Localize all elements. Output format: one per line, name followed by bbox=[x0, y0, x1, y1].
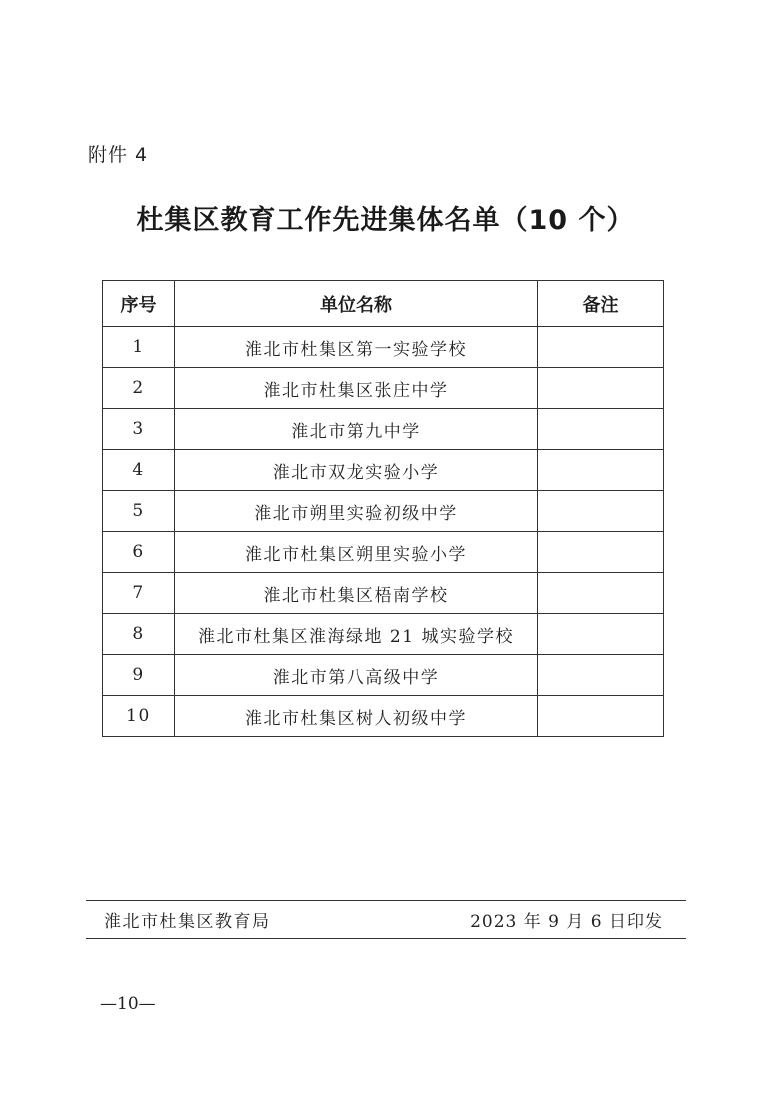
row-remarks bbox=[538, 491, 664, 532]
row-unit-name: 淮北市杜集区淮海绿地 21 城实验学校 bbox=[175, 614, 538, 655]
row-number: 2 bbox=[103, 368, 175, 409]
row-remarks bbox=[538, 409, 664, 450]
row-unit-name: 淮北市第八高级中学 bbox=[175, 655, 538, 696]
row-remarks bbox=[538, 614, 664, 655]
header-remarks: 备注 bbox=[538, 281, 664, 327]
row-remarks bbox=[538, 450, 664, 491]
table-header-row bbox=[103, 281, 664, 327]
row-number: 5 bbox=[103, 491, 175, 532]
table-row bbox=[103, 327, 664, 368]
row-remarks bbox=[538, 327, 664, 368]
row-unit-name: 淮北市杜集区树人初级中学 bbox=[175, 696, 538, 737]
row-unit-name: 淮北市第九中学 bbox=[175, 409, 538, 450]
row-remarks bbox=[538, 368, 664, 409]
row-remarks bbox=[538, 532, 664, 573]
row-number: 1 bbox=[103, 327, 175, 368]
row-remarks bbox=[538, 573, 664, 614]
issuing-authority: 淮北市杜集区教育局 bbox=[104, 912, 271, 932]
table-row bbox=[103, 655, 664, 696]
row-unit-name: 淮北市杜集区张庄中学 bbox=[175, 368, 538, 409]
row-number: 9 bbox=[103, 655, 175, 696]
row-unit-name: 淮北市杜集区第一实验学校 bbox=[175, 327, 538, 368]
table-row bbox=[103, 409, 664, 450]
table-row bbox=[103, 450, 664, 491]
document-title: 杜集区教育工作先进集体名单（10 个） bbox=[136, 205, 635, 236]
row-number: 10 bbox=[103, 696, 175, 737]
table-row bbox=[103, 532, 664, 573]
footer-top-rule bbox=[86, 900, 686, 901]
page-number: —10— bbox=[100, 994, 156, 1014]
row-unit-name: 淮北市双龙实验小学 bbox=[175, 450, 538, 491]
row-unit-name: 淮北市杜集区朔里实验小学 bbox=[175, 532, 538, 573]
row-remarks bbox=[538, 696, 664, 737]
row-number: 3 bbox=[103, 409, 175, 450]
table-row bbox=[103, 614, 664, 655]
row-number: 7 bbox=[103, 573, 175, 614]
table-row bbox=[103, 696, 664, 737]
row-number: 8 bbox=[103, 614, 175, 655]
row-number: 6 bbox=[103, 532, 175, 573]
table-row bbox=[103, 491, 664, 532]
row-number: 4 bbox=[103, 450, 175, 491]
issue-date: 2023 年 9 月 6 日印发 bbox=[470, 912, 663, 932]
row-unit-name: 淮北市朔里实验初级中学 bbox=[175, 491, 538, 532]
table-row bbox=[103, 368, 664, 409]
advanced-collective-table bbox=[102, 280, 664, 737]
attachment-label: 附件 4 bbox=[88, 144, 149, 166]
row-unit-name: 淮北市杜集区梧南学校 bbox=[175, 573, 538, 614]
table-row bbox=[103, 573, 664, 614]
footer-bottom-rule bbox=[86, 938, 686, 939]
row-remarks bbox=[538, 655, 664, 696]
header-unit-name: 单位名称 bbox=[175, 281, 538, 327]
header-number: 序号 bbox=[103, 281, 175, 327]
